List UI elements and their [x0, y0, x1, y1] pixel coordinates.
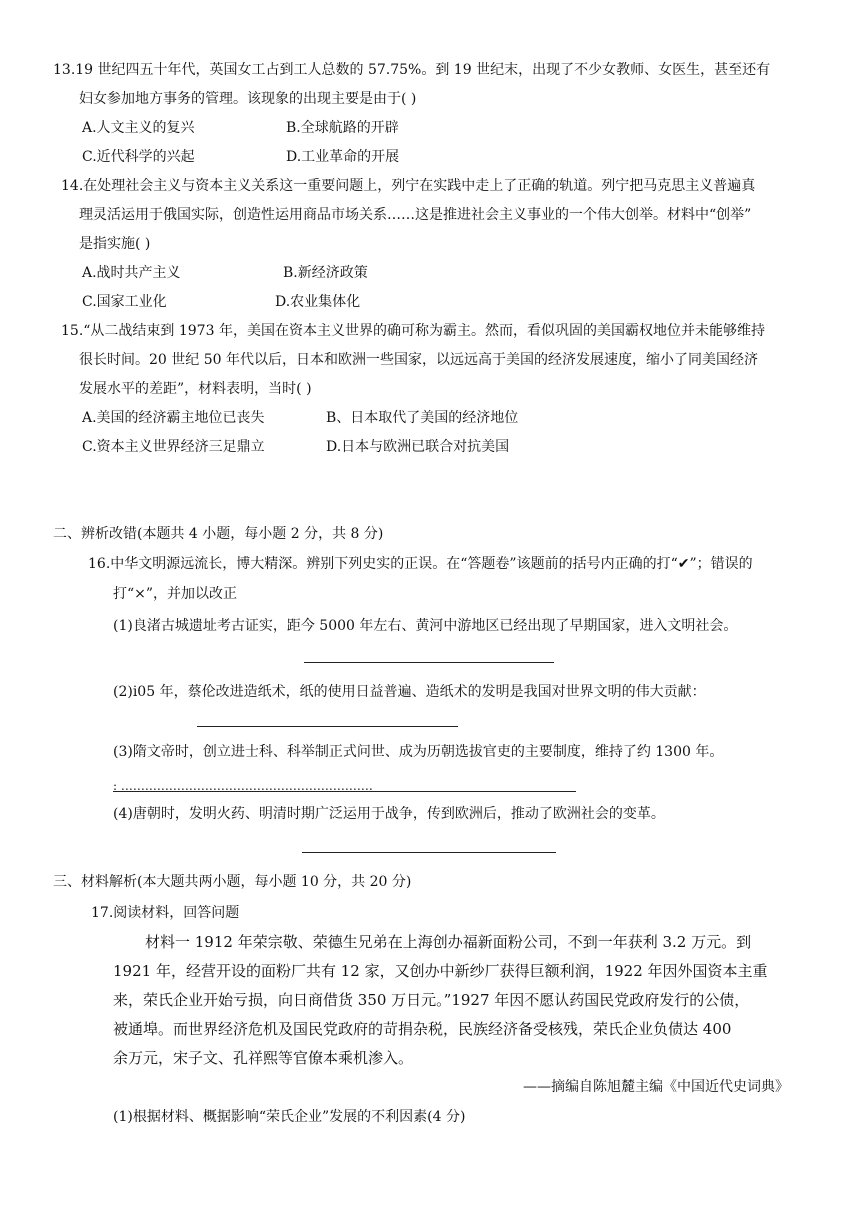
section2-heading: 二、辨析改错(本题共 4 小题，每小题 2 分，共 8 分) [53, 526, 384, 542]
q14-option-a: A.战时共产主义 [82, 265, 181, 281]
material-line-3: 来，荣氏企业开始亏损，向日商借货 350 万日元。”1927 年因不愿认药国民党政府发行的公债， [113, 991, 750, 1009]
q16-item-4: (4)唐朝时，发明火药、明清时期广泛运用于战争，传到欧洲后，推动了欧洲社会的变革。 [113, 806, 665, 822]
q13-stem-line1: 13.19 世纪四五十年代，英国女工占到工人总数的 57.75%。到 19 世纪末，出现了不少女教师、女医生，甚至还有 [53, 62, 771, 78]
q17-subquestion-1: (1)根据材料、概据影响“荣氏企业”发展的不利因素(4 分) [113, 1109, 466, 1125]
q17-title: 17.阅读材料，回答问题 [91, 905, 240, 921]
q16-stem-line2: 打“×”，并加以改正 [113, 586, 238, 602]
q13-option-b: B.全球航路的开辟 [286, 120, 399, 136]
q16-item3-dotted-line: : ……………………………………………………… [113, 779, 373, 793]
q14-stem-line2: 理灵活运用于俄国实际，创造性运用商品市场关系……这是推进社会主义事业的一个伟大创举。材料中“创举” [79, 207, 752, 223]
q16-stem-line1: 16.中华文明源远流长，博大精深。辨别下列史实的正误。在“答题卷”该题前的括号内正确的打“✔”；错误的 [88, 556, 753, 572]
q13-option-d: D.工业革命的开展 [286, 149, 400, 165]
q16-item2-answer-line[interactable] [197, 726, 458, 727]
q14-stem-line3: 是指实施( ) [79, 236, 151, 252]
q16-item-3: (3)隋文帝时，创立进士科、科举制正式问世、成为历朝选拔官吏的主要制度，维持了约 1300 年。 [113, 744, 724, 760]
material-line-2: 1921 年，经营开设的面粉厂共有 12 家，又创办中新纱厂获得巨额利润，1922 年因外国资本主重 [113, 962, 768, 980]
q14-option-d: D.农业集体化 [275, 294, 361, 310]
q16-item-1: (1)良渚古城遗址考古证实，距今 5000 年左右、黄河中游地区已经出现了早期国家，进入文明社会。 [113, 618, 738, 634]
q13-option-c: C.近代科学的兴起 [82, 149, 195, 165]
section3-heading: 三、材料解析(本大题共两小题，每小题 10 分，共 20 分) [53, 874, 412, 890]
q14-option-c: C.国家工业化 [82, 294, 167, 310]
material-line-4: 被通埠。而世界经济危机及国民党政府的苛捐杂税，民族经济备受核残，荣氏企业负债达 400 [113, 1020, 732, 1038]
material-line-1: 材料一 1912 年荣宗敬、荣德生兄弟在上海创办福新面粉公司，不到一年获利 3.2 万元。到 [145, 933, 752, 951]
q16-item3-answer-line[interactable] [113, 791, 576, 792]
q16-item1-answer-line[interactable] [304, 662, 554, 663]
q16-item4-answer-line[interactable] [302, 852, 556, 853]
q15-option-d: D.日本与欧洲已联合对抗美国 [326, 439, 510, 455]
q15-stem-line2: 很长时间。20 世纪 50 年代以后，日本和欧洲一些国家，以远远高于美国的经济发展速度，缩小了同美国经济 [79, 352, 758, 368]
q13-stem-line2: 妇女参加地方事务的管理。该现象的出现主要是由于( ) [79, 91, 417, 107]
material-source: ——摘编自陈旭麓主编《中国近代史词典》 [523, 1079, 789, 1095]
q15-option-b: B、日本取代了美国的经济地位 [326, 410, 519, 426]
q14-stem-line1: 14.在处理社会主义与资本主义关系这一重要问题上，列宁在实践中走上了正确的轨道。列宁把马克思主义普遍真 [61, 178, 756, 194]
material-line-5: 余万元，宋子文、孔祥熙等官僚本乘机渗入。 [113, 1049, 414, 1067]
q15-stem-line1: 15.“从二战结束到 1973 年，美国在资本主义世界的确可称为霸主。然而，看似巩固的美国霸权地位并未能够维持 [61, 323, 765, 339]
q15-option-c: C.资本主义世界经济三足鼎立 [82, 439, 265, 455]
q15-option-a: A.美国的经济霸主地位已丧失 [82, 410, 265, 426]
q16-item-2: (2)i05 年，蔡伦改进造纸术，纸的使用日益普遍、造纸术的发明是我国对世界文明的伟大贡献： [113, 684, 706, 700]
q14-option-b: B.新经济政策 [283, 265, 368, 281]
q13-option-a: A.人文主义的复兴 [82, 120, 195, 136]
q15-stem-line3: 发展水平的差距”，材料表明，当时( ) [79, 381, 312, 397]
